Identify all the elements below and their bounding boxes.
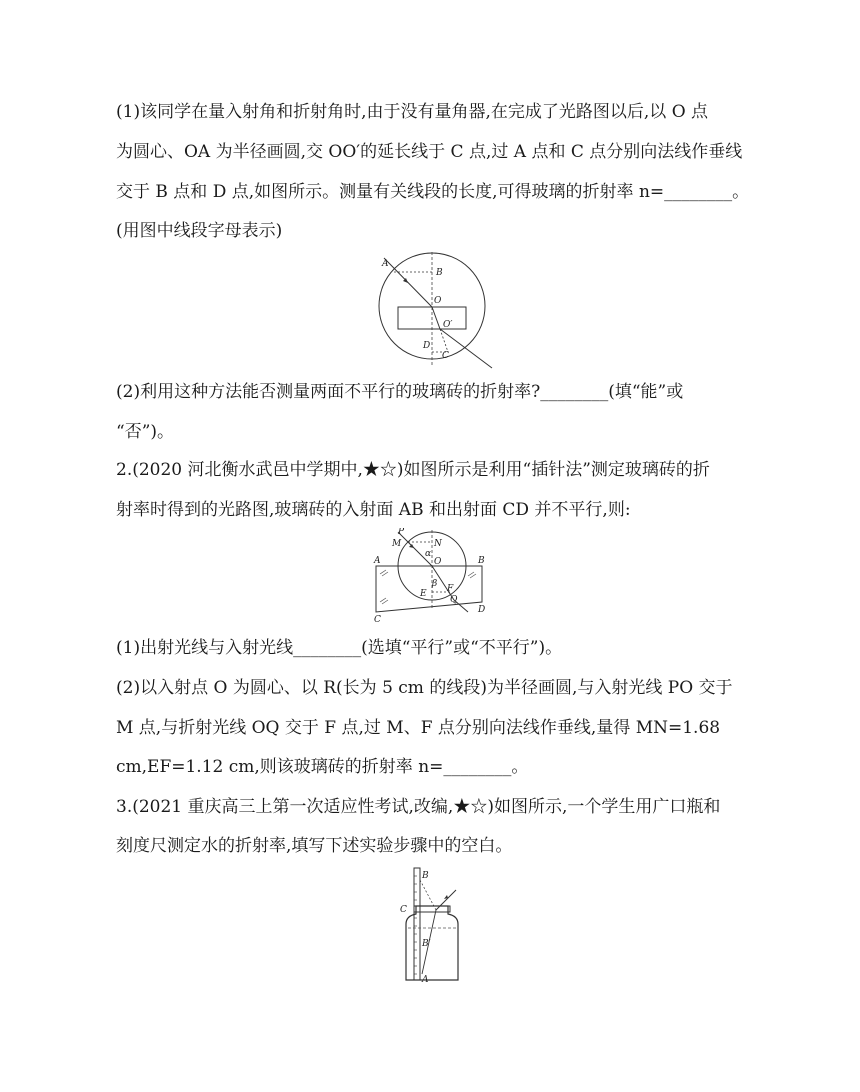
label-A3: A	[422, 975, 429, 985]
label-B-prime: B′	[422, 939, 431, 949]
text-line-6: “否”)。	[116, 422, 175, 442]
label-E: E	[420, 589, 427, 599]
label-B3: B	[422, 871, 429, 881]
text-line-13: 3.(2021 重庆高三上第一次适应性考试,改编,★☆)如图所示,一个学生用广口瓶和	[116, 797, 721, 817]
figure-1-diagram	[370, 252, 510, 370]
text-line-2: 为圆心、OA 为半径画圆,交 OO′的延长线于 C 点,过 A 点和 C 点分别向法线作垂线	[116, 142, 743, 162]
label-B2: B	[478, 556, 485, 566]
label-O-prime: O′	[443, 320, 453, 330]
label-B: B	[436, 268, 443, 278]
label-P: P	[398, 528, 405, 537]
label-O: O	[434, 296, 442, 306]
label-O2: O	[434, 557, 442, 567]
text-line-12: cm,EF=1.12 cm,则该玻璃砖的折射率 n=________。	[116, 757, 529, 777]
figure-nonparallel-glass	[368, 528, 498, 628]
text-line-4: (用图中线段字母表示)	[116, 221, 283, 241]
figure-3-diagram	[392, 866, 472, 986]
label-C: C	[442, 351, 449, 361]
label-C2: C	[374, 615, 381, 625]
text-line-11: M 点,与折射光线 OQ 交于 F 点,过 M、F 点分别向法线作垂线,量得 MN=1.68	[116, 718, 721, 738]
figure-2-diagram	[368, 528, 498, 628]
text-line-14: 刻度尺测定水的折射率,填写下述实验步骤中的空白。	[116, 836, 513, 856]
text-line-9: (1)出射光线与入射光线________(选填“平行”或“不平行”)。	[116, 638, 563, 658]
figure-jar-ruler	[392, 866, 472, 986]
text-line-5: (2)利用这种方法能否测量两面不平行的玻璃砖的折射率?________(填“能”或	[116, 382, 684, 402]
label-F: F	[447, 584, 454, 594]
label-Q: Q	[450, 595, 458, 605]
label-C3: C	[400, 905, 407, 915]
text-line-1: (1)该同学在量入射角和折射角时,由于没有量角器,在完成了光路图以后,以 O 点	[116, 102, 709, 122]
label-A2: A	[374, 556, 381, 566]
figure-refraction-circle	[370, 252, 510, 370]
text-line-3: 交于 B 点和 D 点,如图所示。测量有关线段的长度,可得玻璃的折射率 n=________。	[116, 182, 750, 202]
label-alpha: α	[425, 549, 432, 559]
text-line-7: 2.(2020 河北衡水武邑中学期中,★☆)如图所示是利用“插针法”测定玻璃砖的折	[116, 460, 710, 480]
label-N: N	[434, 539, 442, 549]
label-A: A	[382, 259, 389, 269]
label-M: M	[392, 539, 402, 549]
label-D2: D	[478, 605, 486, 615]
label-D: D	[423, 341, 431, 351]
text-line-8: 射率时得到的光路图,玻璃砖的入射面 AB 和出射面 CD 并不平行,则:	[116, 500, 631, 520]
text-line-10: (2)以入射点 O 为圆心、以 R(长为 5 cm 的线段)为半径画圆,与入射光线 PO 交于	[116, 678, 733, 698]
label-beta: β	[432, 579, 438, 589]
